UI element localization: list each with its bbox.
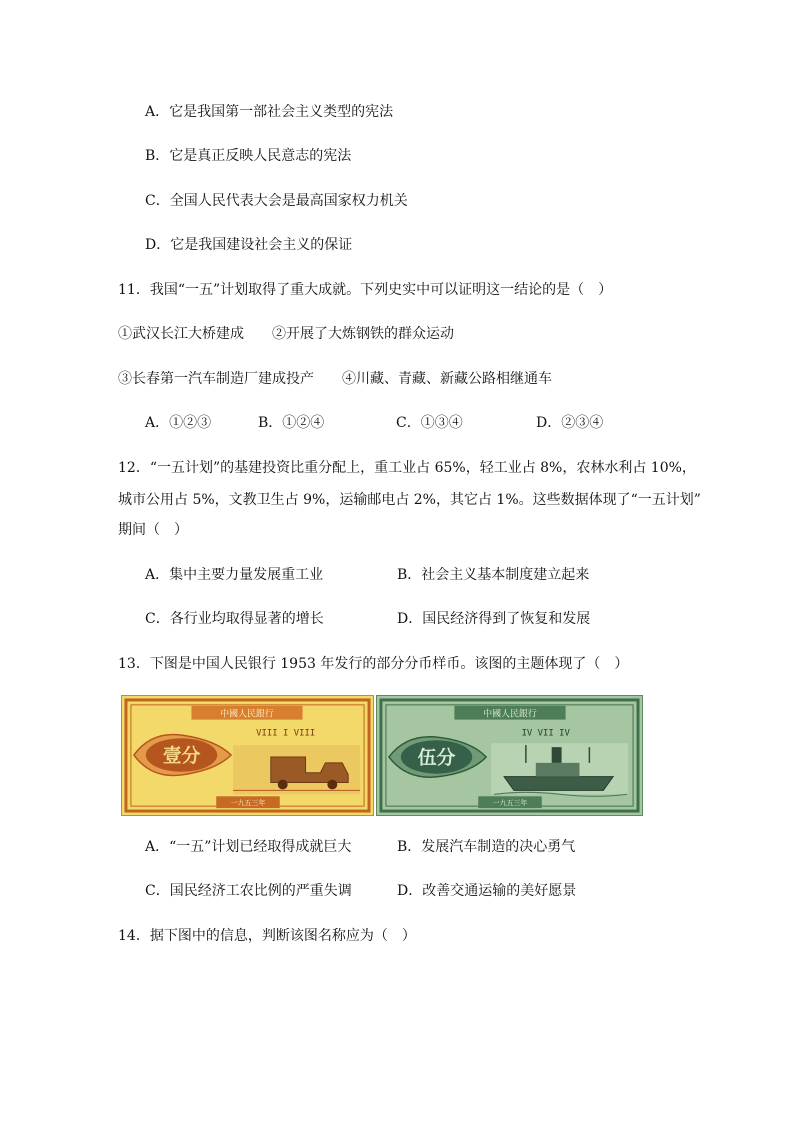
q12-stem-line2: 城市公用占 5%，文教卫生占 9%，运输邮电占 2%，其它占 1%。这些数据体现了“一五计划” <box>118 492 701 508</box>
banknote-image <box>121 695 643 816</box>
note1-bank-name: 中國人民銀行 <box>220 709 274 720</box>
q11-stem: 11．我国“一五”计划取得了重大成就。下列史实中可以证明这一结论的是（ ） <box>118 282 613 298</box>
q10-option-a: A．它是我国第一部社会主义类型的宪法 <box>145 104 394 120</box>
q11-option-b: B．①②④ <box>258 415 325 431</box>
q11-option-d: D．②③④ <box>536 415 604 431</box>
q11-option-c: C．①③④ <box>396 415 463 431</box>
q13-option-a: A．“一五”计划已经取得成就巨大 <box>145 839 352 855</box>
q10-option-c: C．全国人民代表大会是最高国家权力机关 <box>145 193 408 209</box>
q12-stem-line3: 期间（ ） <box>118 522 188 538</box>
note2-year: 一九五三年 <box>492 799 528 808</box>
q12-option-c: C．各行业均取得显著的增长 <box>145 611 324 627</box>
q11-option-a: A．①②③ <box>145 415 212 431</box>
q11-items-1: ①武汉长江大桥建成 ②开展了大炼钢铁的群众运动 <box>118 326 454 342</box>
q12-option-b: B．社会主义基本制度建立起来 <box>397 567 590 583</box>
note2-denomination: 伍分 <box>417 746 456 769</box>
q10-option-b: B．它是真正反映人民意志的宪法 <box>145 148 352 164</box>
q14-stem: 14．据下图中的信息，判断该图名称应为（ ） <box>118 928 416 944</box>
note1-serial: VIII I VIII <box>256 728 316 739</box>
q12-stem-line1: 12．“一五计划”的基建投资比重分配上，重工业占 65%，轻工业占 8%，农林水利占 10%， <box>118 460 696 476</box>
five-fen-banknote <box>376 695 643 816</box>
q10-option-d: D．它是我国建设社会主义的保证 <box>145 237 353 253</box>
q13-option-d: D．改善交通运输的美好愿景 <box>397 883 577 899</box>
q13-stem: 13．下图是中国人民银行 1953 年发行的部分分币样币。该图的主题体现了（ ） <box>118 656 629 672</box>
note2-bank-name: 中國人民銀行 <box>483 709 537 720</box>
q12-option-a: A．集中主要力量发展重工业 <box>145 567 324 583</box>
note1-year: 一九五三年 <box>230 799 266 808</box>
q13-option-c: C．国民经济工农比例的严重失调 <box>145 883 352 899</box>
q12-option-d: D．国民经济得到了恢复和发展 <box>397 611 591 627</box>
note1-denomination: 壹分 <box>162 744 201 767</box>
q11-items-2: ③长春第一汽车制造厂建成投产 ④川藏、青藏、新藏公路相继通车 <box>118 371 552 387</box>
one-fen-banknote <box>121 695 374 816</box>
note2-serial: IV VII IV <box>521 728 570 739</box>
q13-option-b: B．发展汽车制造的决心勇气 <box>397 839 576 855</box>
